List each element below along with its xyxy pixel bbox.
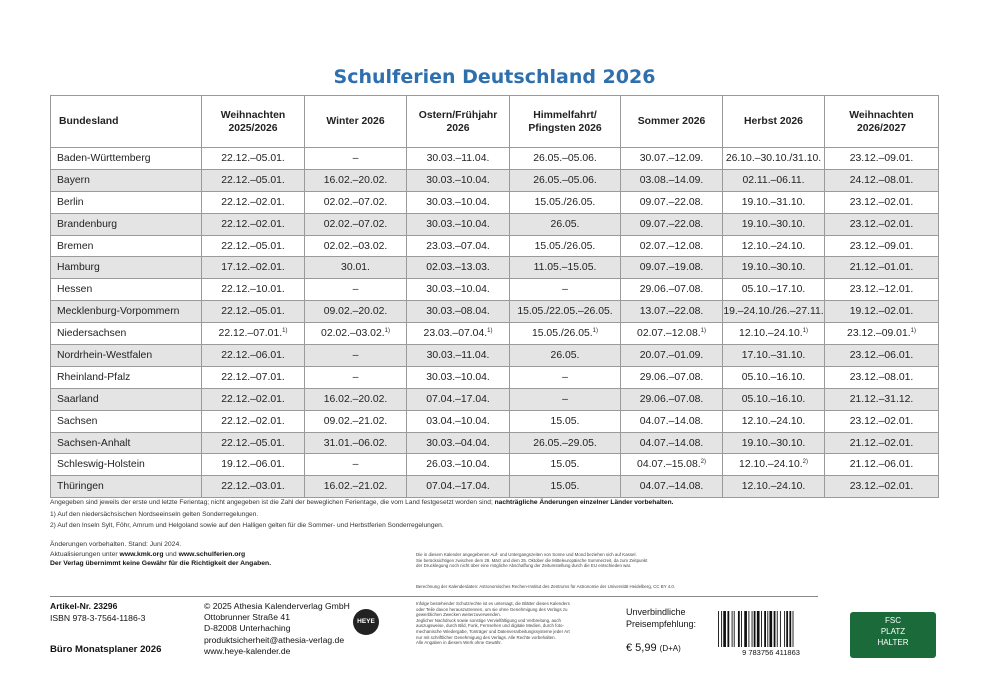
holiday-cell: – <box>510 279 621 301</box>
state-name: Schleswig-Holstein <box>51 454 202 476</box>
holiday-cell: 22.12.–07.01.$^{1)}$ <box>202 323 305 345</box>
table-row <box>51 148 939 170</box>
holiday-cell: 22.12.–03.01. <box>202 476 305 498</box>
holiday-cell: 23.12.–12.01. <box>825 279 939 301</box>
holiday-cell: 30.03.–04.04. <box>407 432 510 454</box>
holiday-cell: 02.03.–13.03. <box>407 257 510 279</box>
holiday-cell: 26.05.–29.05. <box>510 432 621 454</box>
column-header: Herbst 2026 <box>723 96 825 148</box>
table-row <box>51 476 939 498</box>
state-name: Mecklenburg-Vorpommern <box>51 301 202 323</box>
column-header: Weihnachten 2026/2027 <box>825 96 939 148</box>
heye-logo: HEYE <box>353 609 379 635</box>
holiday-cell: 29.06.–07.08. <box>621 388 723 410</box>
holiday-cell: 19.10.–30.10. <box>723 213 825 235</box>
holiday-cell: 19.10.–30.10. <box>723 257 825 279</box>
holiday-cell: 17.10.–31.10. <box>723 345 825 367</box>
updates-links: Aktualisierungen unter www.kmk.org und www.schulferien.org <box>50 550 246 558</box>
table-notes <box>50 497 673 532</box>
holiday-cell: 29.06.–07.08. <box>621 366 723 388</box>
holiday-cell: 05.10.–16.10. <box>723 388 825 410</box>
holiday-cell: 15.05. <box>510 454 621 476</box>
holiday-cell: 30.03.–10.04. <box>407 213 510 235</box>
holiday-cell: 05.10.–17.10. <box>723 279 825 301</box>
holiday-cell: 04.07.–14.08. <box>621 432 723 454</box>
holiday-cell: 30.01. <box>305 257 407 279</box>
notes-main: Angegeben sind jeweils der erste und letzte Ferientag; nicht angegeben ist die Zahl der beweglichen Ferientage, die vom Land festgesetzt worden sind; nachträgliche Änderungen einzelner Länder vorbehalten. <box>50 499 674 506</box>
holiday-cell: 19.10.–31.10. <box>723 191 825 213</box>
table-row <box>51 235 939 257</box>
holiday-cell: 23.12.–02.01. <box>825 410 939 432</box>
state-name: Hamburg <box>51 257 202 279</box>
product-name: Büro Monatsplaner 2026 <box>50 644 162 655</box>
column-header: Ostern/Frühjahr 2026 <box>407 96 510 148</box>
holiday-cell: 22.12.–02.01. <box>202 191 305 213</box>
updates-info <box>50 540 271 569</box>
calc-note: Berechnung der Kalenderdaten: Astronomisches Rechen-Institut des Zentrums für Astronomie der Universität Heidelberg, CC BY 4.0. <box>416 584 676 589</box>
holiday-cell: 19.12.–06.01. <box>202 454 305 476</box>
holiday-cell: 15.05. <box>510 476 621 498</box>
holiday-cell: 22.12.–07.01. <box>202 366 305 388</box>
holiday-cell: 30.03.–10.04. <box>407 191 510 213</box>
footer-divider <box>50 596 818 597</box>
holiday-cell: 12.10.–24.10. <box>723 410 825 432</box>
footnote-mark: 1) <box>282 328 288 335</box>
price-value: € 5,99 (D+A) <box>626 642 681 654</box>
holiday-cell: 22.12.–10.01. <box>202 279 305 301</box>
state-name: Niedersachsen <box>51 323 202 345</box>
state-name: Hessen <box>51 279 202 301</box>
page-title: Schulferien Deutschland 2026 <box>333 66 656 88</box>
state-name: Sachsen-Anhalt <box>51 432 202 454</box>
fsc-placeholder: FSC PLATZ HALTER <box>850 612 936 658</box>
holiday-cell: 22.12.–05.01. <box>202 301 305 323</box>
table-row <box>51 191 939 213</box>
price-label: Unverbindliche Preisempfehlung: <box>626 607 697 629</box>
state-name: Bremen <box>51 235 202 257</box>
holiday-cell: 03.04.–10.04. <box>407 410 510 432</box>
state-name: Saarland <box>51 388 202 410</box>
holiday-cell: 22.12.–06.01. <box>202 345 305 367</box>
holiday-cell: 04.07.–14.08. <box>621 410 723 432</box>
table-row <box>51 169 939 191</box>
holiday-cell: 09.07.–22.08. <box>621 213 723 235</box>
holiday-cell: – <box>510 366 621 388</box>
holiday-cell: 30.03.–08.04. <box>407 301 510 323</box>
isbn: ISBN 978-3-7564-1186-3 <box>50 612 146 623</box>
footnote-mark: 2) <box>700 459 706 466</box>
table-row <box>51 388 939 410</box>
holiday-cell: 15.05./22.05.–26.05. <box>510 301 621 323</box>
table-row <box>51 410 939 432</box>
footnote-mark: 1) <box>592 328 598 335</box>
holiday-cell: 19.12.–02.01. <box>825 301 939 323</box>
state-name: Bayern <box>51 169 202 191</box>
website-link[interactable]: www.heye-kalender.de <box>204 645 291 656</box>
article-number: Artikel-Nr. 23296 <box>50 601 118 611</box>
holiday-cell: 30.03.–10.04. <box>407 279 510 301</box>
holiday-cell: 23.12.–02.01. <box>825 213 939 235</box>
holiday-cell: 19.–24.10./26.–27.11. <box>723 301 825 323</box>
state-name: Thüringen <box>51 476 202 498</box>
holiday-cell: 22.12.–02.01. <box>202 410 305 432</box>
state-name: Sachsen <box>51 410 202 432</box>
holiday-cell: 15.05./26.05. <box>510 191 621 213</box>
footnote-2: 2) Auf den Inseln Sylt, Föhr, Amrum und Helgoland sowie auf den Halligen gelten für die Sommer- und Herbstferien Sonderregelungen. <box>50 522 444 529</box>
table-header <box>51 96 939 148</box>
state-name: Berlin <box>51 191 202 213</box>
table-row <box>51 301 939 323</box>
table-row <box>51 454 939 476</box>
footnote-mark: 2) <box>802 459 808 466</box>
holiday-cell: 30.03.–11.04. <box>407 148 510 170</box>
holiday-cell: 16.02.–20.02. <box>305 388 407 410</box>
column-header: Sommer 2026 <box>621 96 723 148</box>
table-row <box>51 279 939 301</box>
barcode-number: 9 783756 411863 <box>742 648 800 657</box>
holiday-cell: 23.12.–09.01. <box>825 235 939 257</box>
holiday-cell: 24.12.–08.01. <box>825 169 939 191</box>
holiday-cell: 22.12.–05.01. <box>202 148 305 170</box>
holiday-cell: 23.12.–09.01. <box>825 148 939 170</box>
table-row <box>51 257 939 279</box>
changes-note: Änderungen vorbehalten. Stand: Juni 2024. <box>50 541 182 548</box>
footnote-mark: 1) <box>384 328 390 335</box>
safety-email[interactable]: produktsicherheit@athesia-verlag.de <box>204 634 345 645</box>
holiday-cell: 22.12.–05.01. <box>202 235 305 257</box>
holiday-cell: 21.12.–02.01. <box>825 432 939 454</box>
holiday-cell: 03.08.–14.09. <box>621 169 723 191</box>
state-name: Baden-Württemberg <box>51 148 202 170</box>
state-name: Nordrhein-Westfalen <box>51 345 202 367</box>
holiday-cell: 30.07.–12.09. <box>621 148 723 170</box>
kmk-link[interactable]: www.kmk.org <box>119 550 164 558</box>
holiday-cell: – <box>305 345 407 367</box>
holiday-cell: 26.05. <box>510 213 621 235</box>
column-header: Bundesland <box>51 96 202 148</box>
holiday-cell: 15.05./26.05.$^{1)}$ <box>510 323 621 345</box>
holiday-cell: 04.07.–15.08.$^{2)}$ <box>621 454 723 476</box>
holiday-cell: 02.02.–07.02. <box>305 213 407 235</box>
holiday-cell: 02.02.–03.02.$^{1)}$ <box>305 323 407 345</box>
holiday-cell: 26.03.–10.04. <box>407 454 510 476</box>
holiday-cell: 02.11.–06.11. <box>723 169 825 191</box>
holiday-cell: 19.10.–30.10. <box>723 432 825 454</box>
holiday-cell: 20.07.–01.09. <box>621 345 723 367</box>
holiday-cell: 30.03.–10.04. <box>407 366 510 388</box>
holiday-cell: 23.12.–02.01. <box>825 191 939 213</box>
holiday-cell: 23.12.–06.01. <box>825 345 939 367</box>
holiday-cell: 22.12.–02.01. <box>202 213 305 235</box>
holiday-cell: 04.07.–14.08. <box>621 476 723 498</box>
holiday-cell: 23.12.–08.01. <box>825 366 939 388</box>
disclaimer: Der Verlag übernimmt keine Gewähr für die Richtigkeit der Angaben. <box>50 560 272 567</box>
holiday-cell: – <box>305 148 407 170</box>
holiday-cell: 26.05.–05.06. <box>510 169 621 191</box>
holiday-cell: 02.07.–12.08. <box>621 235 723 257</box>
holiday-cell: 21.12.–01.01. <box>825 257 939 279</box>
table-body <box>51 148 939 498</box>
holiday-cell: 02.02.–03.02. <box>305 235 407 257</box>
state-name: Rheinland-Pfalz <box>51 366 202 388</box>
holiday-cell: 26.05.–05.06. <box>510 148 621 170</box>
footnote-1: 1) Auf den niedersächsischen Nordseeinseln gelten Sonderregelungen. <box>50 510 259 518</box>
holiday-cell: 31.01.–06.02. <box>305 432 407 454</box>
holiday-cell: – <box>510 388 621 410</box>
holiday-cell: 09.07.–22.08. <box>621 191 723 213</box>
publisher-info: © 2025 Athesia Kalenderverlag GmbH Ottobrunner Straße 41 D-82008 Unterhaching produktsicherheit@athesia-verlag.de www.heye-kalender.de <box>204 601 350 656</box>
legal-note: Infolge bestehender Schutzrechte ist es untersagt, die Blätter dieses Kalenders oder Teile davon herauszutrennen, um sie ohne Genehmigung des Verlags zu gewerblichen Zwecken weiterzuverwenden. Jeglicher Nachdruck sowie sonstige Vervielfältigung und Verbreitung, auch auszugsweise, durch Bild, Funk, Fernsehen und digitale Medien, durch foto- mechanische Wiedergabe, Tonträger und Datenverarbeitungssysteme jeder Art nur mit schriftlicher Genehmigung des Verlags. Alle Rechte vorbehalten. Alle Angaben in diesem Werk ohne Gewähr. <box>416 601 570 646</box>
holiday-cell: 12.10.–24.10. <box>723 476 825 498</box>
sun-moon-note: Die in diesem Kalender angegebenen Auf- und Untergangszeiten von Sonne und Mond beziehen sich auf Kassel. Sie berücksichtigen zwischen dem 29. März und dem 25. Oktober die Mitteleuropäische Sommerzeit, da zum Zeitpunkt der Drucklegung noch nicht über eine mögliche Abschaffung der Zeitumstellung durch die EU entschieden war. <box>416 552 648 569</box>
holiday-cell: 23.03.–07.04.$^{1)}$ <box>407 323 510 345</box>
holiday-cell: 15.05./26.05. <box>510 235 621 257</box>
state-name: Brandenburg <box>51 213 202 235</box>
holiday-cell: 26.10.–30.10./31.10. <box>723 148 825 170</box>
holiday-cell: 02.07.–12.08.$^{1)}$ <box>621 323 723 345</box>
table-row <box>51 345 939 367</box>
holiday-cell: – <box>305 279 407 301</box>
holiday-cell: 12.10.–24.10. <box>723 235 825 257</box>
holiday-cell: 21.12.–06.01. <box>825 454 939 476</box>
holiday-cell: – <box>305 454 407 476</box>
holiday-cell: 22.12.–05.01. <box>202 169 305 191</box>
table-row <box>51 432 939 454</box>
holiday-cell: 07.04.–17.04. <box>407 476 510 498</box>
holiday-cell: 22.12.–05.01. <box>202 432 305 454</box>
holiday-cell: 11.05.–15.05. <box>510 257 621 279</box>
holiday-cell: 13.07.–22.08. <box>621 301 723 323</box>
footnote-mark: 1) <box>487 328 493 335</box>
holiday-cell: 09.07.–19.08. <box>621 257 723 279</box>
holiday-cell: 26.05. <box>510 345 621 367</box>
column-header: Himmelfahrt/ Pfingsten 2026 <box>510 96 621 148</box>
holiday-cell: 16.02.–20.02. <box>305 169 407 191</box>
footnote-mark: 1) <box>700 328 706 335</box>
holiday-cell: 16.02.–21.02. <box>305 476 407 498</box>
holiday-cell: 23.12.–09.01.$^{1)}$ <box>825 323 939 345</box>
barcode <box>712 611 830 657</box>
holiday-cell: 02.02.–07.02. <box>305 191 407 213</box>
holiday-cell: 21.12.–31.12. <box>825 388 939 410</box>
holiday-table <box>50 95 939 498</box>
schulferien-link[interactable]: www.schulferien.org <box>178 550 246 558</box>
holiday-cell: 15.05. <box>510 410 621 432</box>
holiday-cell: 07.04.–17.04. <box>407 388 510 410</box>
article-info <box>50 601 162 655</box>
holiday-cell: 17.12.–02.01. <box>202 257 305 279</box>
holiday-cell: 09.02.–20.02. <box>305 301 407 323</box>
footnote-mark: 1) <box>802 328 808 335</box>
holiday-cell: 23.03.–07.04. <box>407 235 510 257</box>
holiday-cell: 30.03.–10.04. <box>407 169 510 191</box>
holiday-cell: 30.03.–11.04. <box>407 345 510 367</box>
holiday-cell: 22.12.–02.01. <box>202 388 305 410</box>
table-row <box>51 213 939 235</box>
table-row <box>51 323 939 345</box>
holiday-cell: 09.02.–21.02. <box>305 410 407 432</box>
holiday-cell: 12.10.–24.10.$^{1)}$ <box>723 323 825 345</box>
holiday-cell: – <box>305 366 407 388</box>
holiday-cell: 12.10.–24.10.$^{2)}$ <box>723 454 825 476</box>
column-header: Winter 2026 <box>305 96 407 148</box>
footnote-mark: 1) <box>910 328 916 335</box>
holiday-cell: 29.06.–07.08. <box>621 279 723 301</box>
holiday-cell: 05.10.–16.10. <box>723 366 825 388</box>
holiday-cell: 23.12.–02.01. <box>825 476 939 498</box>
table-row <box>51 366 939 388</box>
column-header: Weihnachten 2025/2026 <box>202 96 305 148</box>
